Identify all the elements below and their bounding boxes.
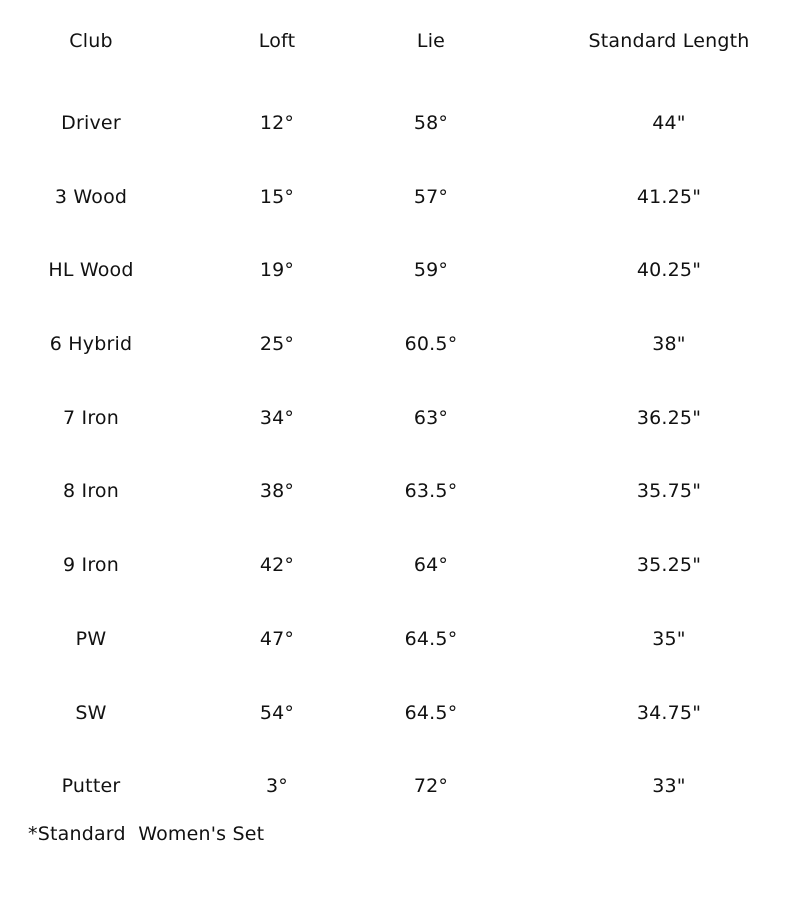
cell-length: 35.25" xyxy=(636,554,702,577)
cell-club: HL Wood xyxy=(48,259,134,282)
cell-length: 40.25" xyxy=(636,259,702,282)
cell-lie: 57° xyxy=(413,185,449,208)
cell-club: 6 Hybrid xyxy=(49,333,133,356)
table-row xyxy=(0,599,800,673)
cell-lie: 64° xyxy=(413,554,449,577)
cell-lie: 63° xyxy=(413,406,449,429)
footnote: *Standard Women's Set xyxy=(28,823,265,845)
cell-club: Driver xyxy=(61,112,121,134)
table-row xyxy=(0,83,800,157)
cell-length: 36.25" xyxy=(636,406,702,429)
header-lie: Lie xyxy=(416,30,446,52)
table-row xyxy=(0,746,800,820)
table-row xyxy=(0,157,800,231)
cell-club: SW xyxy=(75,701,107,724)
cell-club: 9 Iron xyxy=(63,554,119,577)
cell-lie: 59° xyxy=(413,259,449,282)
cell-lie: 64.5° xyxy=(404,627,458,650)
header-loft: Loft xyxy=(258,30,296,52)
table-row xyxy=(0,673,800,747)
cell-loft: 19° xyxy=(259,259,295,282)
cell-length: 41.25" xyxy=(636,185,702,208)
cell-club: Putter xyxy=(61,775,121,798)
cell-loft: 38° xyxy=(259,480,295,503)
table-row xyxy=(0,304,800,378)
cell-loft: 15° xyxy=(259,185,295,208)
cell-lie: 58° xyxy=(413,112,449,134)
cell-length: 33" xyxy=(652,775,686,798)
cell-loft: 42° xyxy=(259,554,295,577)
cell-length: 35.75" xyxy=(636,480,702,503)
cell-loft: 47° xyxy=(259,627,295,650)
cell-lie: 72° xyxy=(413,775,449,798)
header-standard-length: Standard Length xyxy=(588,30,750,52)
table-row xyxy=(0,230,800,304)
cell-lie: 60.5° xyxy=(404,333,458,356)
table-row xyxy=(0,525,800,599)
table-header-row xyxy=(0,0,800,83)
cell-length: 44" xyxy=(652,112,686,134)
cell-lie: 64.5° xyxy=(404,701,458,724)
table-row xyxy=(0,451,800,525)
cell-club: PW xyxy=(75,627,107,650)
cell-club: 7 Iron xyxy=(63,406,119,429)
cell-club: 3 Wood xyxy=(54,185,128,208)
cell-loft: 3° xyxy=(266,775,288,798)
cell-length: 38" xyxy=(652,333,686,356)
cell-length: 35" xyxy=(652,627,686,650)
cell-loft: 34° xyxy=(259,406,295,429)
cell-lie: 63.5° xyxy=(404,480,458,503)
cell-loft: 12° xyxy=(259,112,295,134)
header-club: Club xyxy=(69,30,113,52)
cell-club: 8 Iron xyxy=(63,480,119,503)
table-row xyxy=(0,378,800,452)
cell-loft: 54° xyxy=(259,701,295,724)
cell-loft: 25° xyxy=(259,333,295,356)
cell-length: 34.75" xyxy=(636,701,702,724)
